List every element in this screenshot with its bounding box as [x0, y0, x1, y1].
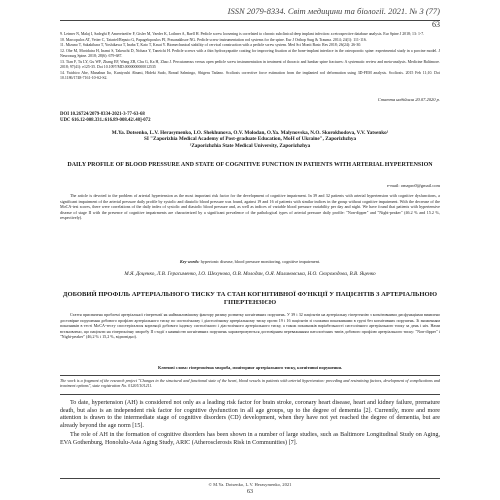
article-meta: [60, 112, 150, 124]
keywords-ua: Ключові слова: гіпертонічна хвороба, моніторинг артеріального тиску, когнітивні порушення.: [158, 365, 342, 370]
funding-note: The work is a fragment of the research project "Changes in the structural and functional state of the heart, blood vessels in patients with arterial hypertension: preceding and restraining factors, development of complications and treatment options", state registration No. 0120U101211.: [60, 378, 440, 389]
page-number-bottom: 63: [247, 489, 253, 495]
reference-list: [60, 32, 440, 82]
abstract-text: The article is devoted to the problem of arterial hypertension as the most important risk factor for the development of cognitive impairment. In 39 and 32 patients with arterial hypertension with cognitive dysfunctions, a significant impairment of the arterial pressure daily profile by systolic and diastolic blood pressure was found, against 19 and 16 of patients with similar indices in the group without cognitive impairment. With the decrease of the MoCA-test scores, there were correlations of the daily index of systolic and diastolic blood pressure and, as well as indices of variable blood pressure variability per day and night. We have found that patients with hypertensive disease of stage II with the presence of cognitive impairments are characterized by a significant prevalence of the pathological types of arterial pressure daily profile: "Non-dipper" and "Night-peaker" (46.2 % and 15.2 %, respectively).: [60, 193, 440, 220]
contact-email: e-mail: omapro0@gmail.com: [386, 183, 440, 188]
article-title-en: [60, 162, 440, 169]
paragraph: To date, hypertension (AH) is considered not only as a leading risk factor for brain stroke, coronary heart disease, heart and kidney failure, premature death, but also is an independent risk factor for cognitive dysfunction in all age groups, up to the degree of dementia [2]. Currently, more and more attention is drawn to the intermediate stage of cognitive disorders (CD) development, when they have not yet reached the degree of dementia, but are already beyond the age norm [15].: [60, 400, 440, 430]
reference-item: 10. Marcopulos AT, Vetter C, Tatariel/Reputo G, Papagelopoulos PJ, Prasanakhsoe NG. Pedicle screw instrumentation rod systems for the spine. Eur J Orthop Surg & Trauma. 2014; 24(1): 111-116.: [60, 37, 367, 42]
doi: DOI 10.26724/2079-8334-2021-3-77-63-68: [60, 112, 145, 117]
keywords-label: Key words:: [179, 259, 200, 264]
author-names: M.Ya. Dotsenko, L.V. Herasymenko, I.O. Shekhunova, O.V. Molodan, O.Ya. Malynovska, N.O. Skorokhodova, V.V. Yatsenko¹: [111, 130, 389, 136]
divider: [60, 394, 440, 395]
copyright-footer: © M.Ya. Dotsenko, L.V. Herasymenko, 2021: [60, 478, 440, 487]
author-block-ua: [60, 271, 440, 277]
running-header: [60, 6, 440, 21]
title-text: DAILY PROFILE OF BLOOD PRESSURE AND STATE OF COGNITIVE FUNCTION IN PATIENTS WITH ARTERIAL HYPERTENSION: [67, 162, 433, 168]
affiliation: ¹Zaporizhzhia State Medical University, Zaporizhzhya: [189, 142, 311, 149]
author-names-ua: М.Я. Доценко, Л.В. Герасименко, І.О. Шехунова, О.В. Молодан, О.Я. Малиновська, Н.О. Скороходова, В.В. Яценко: [124, 271, 376, 277]
divider: [60, 375, 440, 376]
reference-item: 14. Yaichiro Abe, Manabun Ito, Kuniyoshi Abumi, Hideki Sudo, Ronad Salmingo, Shigeru Tadano. Scoliosis corrective force estimation from the implanted rod deformation using 3D-FEM analysis. Scoliosis. 2015 Feb 11;10. Doi 10.1186/1748-7161-10-S2-S2.: [60, 70, 440, 80]
page-number: 63: [432, 20, 440, 29]
keywords-en: [60, 259, 440, 264]
udc: UDC 616.12-008.331.:616.89-008.42/.48]-072: [60, 118, 151, 123]
paragraph: The role of AH in the formation of cognitive disorders has been shown in a number of large studies, such as Baltimore Longitudinal Study on Aging, EVA Gothenburg, Honolulu-Asia Aging Study, ARIC (Atherosclerosis Risk in Communities) [7].: [60, 431, 440, 446]
received-date: Стаття надійшла 20.07.2020 р.: [377, 97, 440, 102]
abstract-ua: [60, 312, 440, 340]
keywords-text: hypertonic disease, blood pressure monitoring, cognitive impairment.: [200, 259, 321, 264]
reference-item: 11. Mizuno T, Sakakibara T, Yoshikawa T, Inaba T, Kato T, Kasai Y. Biomechanical stability of cervical construction with a pedicle screw system. Med Sci Monit Basic Res 2018; 26(24): 26-30.: [60, 43, 362, 47]
reference-item: 12. Ohe M, Moridaira H, Inami S, Takeuchi D, Nohara Y, Taneichi H. Pedicle screws with a thin hydroxyapatite coating for improving fixation at the bone-implant interface in the osteoporotic spine: experimental study in a porcine model. J Neurosurg Spine. 2018; 28(6): 679-687.: [60, 48, 440, 58]
body-text: [60, 400, 440, 448]
reference-item: 9. Leimer N, Malaj I, Sadeghi P, Amereizeifer F, Gisler M, Vaeder K, Lothner A, Raell H. Pedicle screw loosening is correlated to chronic subclinical deep implant infection: a retrospective database analysis. Eur Spine J 2018; 13: 1-7.: [60, 32, 425, 36]
author-block: [60, 130, 440, 149]
abstract-text-ua: Стаття присвячена проблемі артеріальної гіпертензії як найважливішому фактору ризику розвитку когнітивних порушень. У 39 і 32 пацієнтів на артеріальну гіпертензію з когнітивними дисфункціями виявлено достовірне порушення добового профілю артеріального тиску по систолічному і діастолічному артеріальному тиску проти 19 і 16 пацієнтів зі схожими показниками в групі без когнітивних порушень. Зі зниженням показників в тесті MoCA-тесту спостерігалися кореляції добового індексу систолічного і діастолічного артеріального тиску, а також показників варіабельності систолічного артеріального тиску за день і ніч. Нами встановлено, що пацієнти на гіпертонічну хворобу II стадії з наявністю когнітивних порушень характеризуються достовірним переважанням патологічних типів добового профілю артеріального тиску: "Non-dipper" і "Night-peaker" (46,2 % і 15,2 %, відповідно).: [60, 312, 440, 339]
affiliation: SI "Zaporizhia Medical Academy of Post-graduate Education, MoH of Ukraine", Zaporizhzhya: [143, 136, 357, 143]
abstract-en: [60, 193, 440, 221]
title-text-ua: ДОБОВИЙ ПРОФІЛЬ АРТЕРІАЛЬНОГО ТИСКУ ТА СТАН КОГНІТИВНОЇ ФУНКЦІЇ У ПАЦІЄНТІВ З АРТЕРІАЛЬНОЮ ГІПЕРТЕНЗІЄЮ: [62, 291, 438, 306]
journal-title: ISSN 2079-8334. Світ медицини та біології. 2021. № 3 (77): [227, 6, 440, 16]
reference-item: 13. Tian F, Tu LY, Gu WF, Zhang EF, Wang ZB, Chu G, Ka H, Zhao J. Percutaneous versus open pedicle screw instrumentation in treatment of thoracic and lumbar spine fractures: A systematic review and meta-analysis. Medicine Baltimore. 2018; 97(41): e125-35. Doi 10.1097/MD.0000000000012535: [60, 59, 440, 69]
article-title-ua: [60, 291, 440, 306]
